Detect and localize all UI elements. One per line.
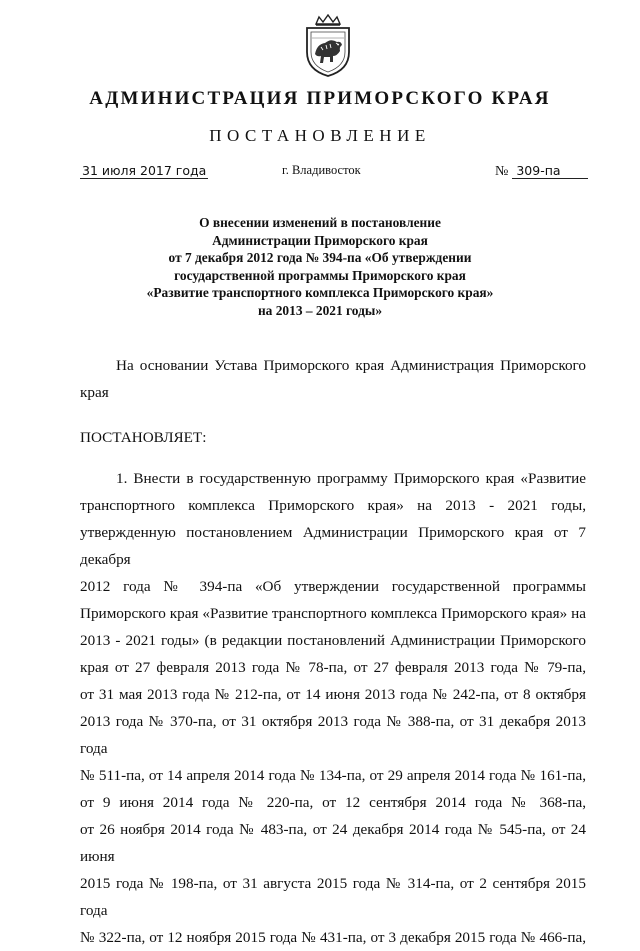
point1-line: 2012 года № 394-па «Об утверждении государственной программы bbox=[80, 578, 586, 595]
document-body bbox=[80, 352, 586, 951]
point1-line: 2015 года № 198-па, от 31 августа 2015 года № 314-па, от 2 сентября 2015 года bbox=[80, 875, 586, 919]
subject-line: государственной программы Приморского края bbox=[174, 267, 466, 283]
point1-line: утвержденную постановлением Администрации Приморского края от 7 декабря bbox=[80, 524, 586, 568]
document-date bbox=[80, 163, 208, 178]
point1-line: № 322-па, от 12 ноября 2015 года № 431-па, от 3 декабря 2015 года № 466-па, bbox=[80, 929, 586, 946]
number-value: 309-па bbox=[512, 163, 588, 179]
date-value: 31 июля 2017 года bbox=[82, 163, 207, 178]
number-label: № bbox=[495, 164, 509, 179]
point1-line: № 511-па, от 14 апреля 2014 года № 134-па, от 29 апреля 2014 года № 161-па, bbox=[80, 767, 586, 784]
point1-line: от 31 мая 2013 года № 212-па, от 14 июня 2013 года № 242-па, от 8 октября bbox=[80, 686, 586, 703]
point1-line: от 9 июня 2014 года № 220-па, от 12 сентября 2014 года № 368-па, bbox=[80, 794, 586, 811]
organization-title: АДМИНИСТРАЦИЯ ПРИМОРСКОГО КРАЯ bbox=[89, 88, 551, 109]
point1-line: транспортного комплекса Приморского края» на 2013 - 2021 годы, bbox=[80, 497, 586, 514]
subject-line: Администрации Приморского края bbox=[212, 232, 428, 248]
subject-line: на 2013 – 2021 годы» bbox=[257, 302, 383, 318]
subject-line: О внесении изменений в постановление bbox=[199, 215, 441, 230]
decree-word: ПОСТАНОВЛЯЕТ: bbox=[80, 429, 207, 446]
point1-line: 2013 года № 370-па, от 31 октября 2013 года № 388-па, от 31 декабря 2013 года bbox=[80, 713, 586, 757]
document-city: г. Владивосток bbox=[282, 163, 361, 177]
document-number bbox=[495, 163, 588, 180]
point1-line: от 26 ноября 2014 года № 483-па, от 24 декабря 2014 года № 545-па, от 24 июня bbox=[80, 821, 586, 865]
point1-line: 1. Внести в государственную программу Приморского края «Развитие bbox=[116, 470, 586, 487]
subject-line: от 7 декабря 2012 года № 394-па «Об утверждении bbox=[168, 250, 472, 265]
basis-line: На основании Устава Приморского края Администрация Приморского bbox=[116, 357, 586, 374]
basis-line: края bbox=[80, 384, 109, 401]
coat-of-arms-emblem bbox=[299, 14, 357, 78]
document-subject bbox=[80, 214, 560, 319]
point1-line: Приморского края «Развитие транспортного комплекса Приморского края» на bbox=[80, 605, 586, 622]
point1-line: края от 27 февраля 2013 года № 78-па, от 27 февраля 2013 года № 79-па, bbox=[80, 659, 586, 676]
subject-line: «Развитие транспортного комплекса Приморского края» bbox=[146, 285, 494, 300]
document-type: ПОСТАНОВЛЕНИЕ bbox=[209, 126, 431, 145]
point1-line: 2013 - 2021 годы» (в редакции постановлений Администрации Приморского bbox=[80, 632, 586, 649]
